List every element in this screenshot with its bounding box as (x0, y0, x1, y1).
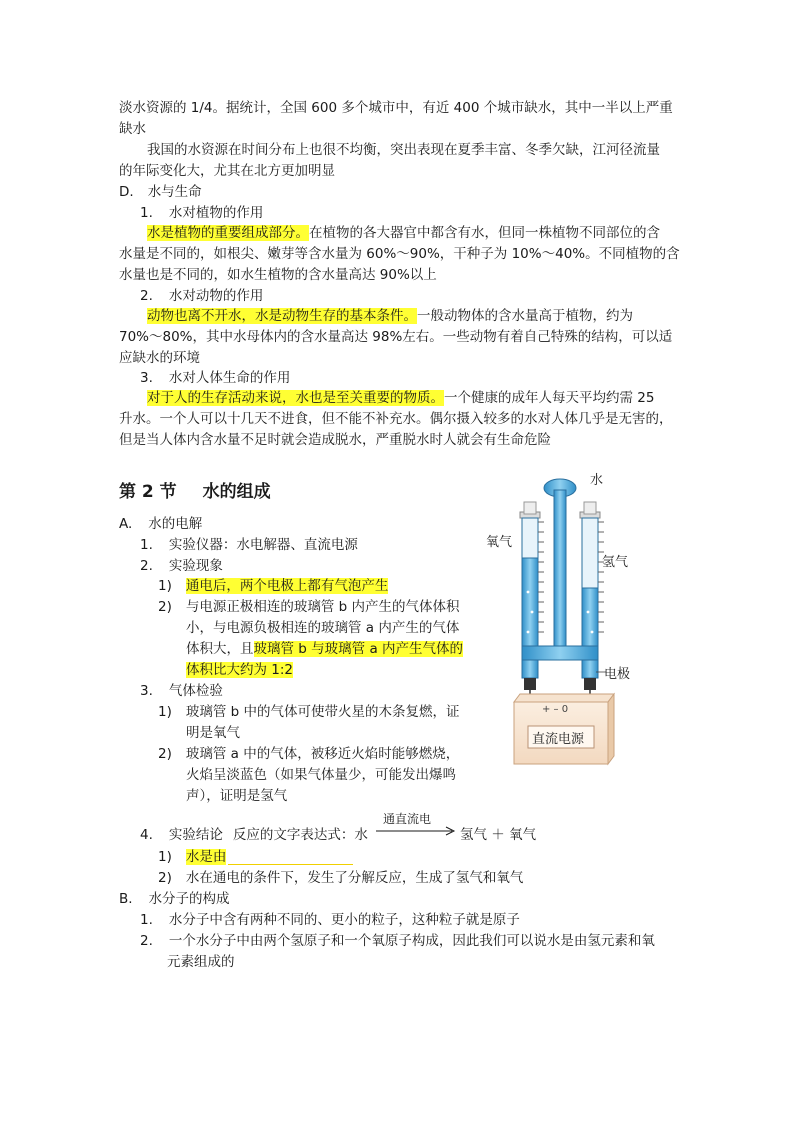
b2-line2: 元素组成的 (167, 954, 235, 970)
d2-title: 水对动物的作用 (168, 288, 264, 304)
a2-s1 (158, 576, 388, 596)
a3-s2-line2: 火焰呈淡蓝色（如果气体量少，可能发出爆鸣 (186, 767, 456, 783)
a2-s2-line3 (186, 639, 463, 659)
a4-s1-num: 1) (158, 849, 172, 865)
a4-s2-num: 2) (158, 870, 172, 886)
label-power: 直流电源 (532, 732, 585, 747)
a4-num: 4. (140, 827, 153, 843)
d1-num: 1. (140, 205, 153, 221)
label-water: 水 (590, 473, 604, 488)
a2-s2-text4: 体积比大约为 1:2 (186, 662, 294, 678)
a1-line (140, 535, 358, 555)
equation-label: 反应的文字表达式： (232, 827, 355, 843)
equation-right: 氢气 ＋ 氧气 (460, 827, 537, 843)
label-electrode: 电极 (604, 667, 631, 682)
a3-s2-line1 (158, 744, 459, 764)
d1-heading (140, 203, 263, 223)
a2-s1-num: 1) (158, 578, 172, 594)
b2-text1: 一个水分子中由两个氢原子和一个氧原子构成，因此我们可以说水是由氢元素和氧 (168, 933, 655, 949)
a3-s1-line1 (158, 702, 460, 722)
d1-text1: 在植物的各大器官中都含有水，但同一株植物不同部位的含 (309, 225, 660, 241)
a2-text: 实验现象 (168, 558, 223, 574)
d3-line2: 升水。一个人可以十几天不进食，但不能不补充水。偶尔摄入较多的水对人体几乎是无害的， (119, 411, 673, 427)
connector-tube (522, 646, 598, 660)
sec-a-title: 水的电解 (148, 516, 203, 532)
a3-s2-text1: 玻璃管 a 中的气体，被移近火焰时能够燃烧， (185, 746, 460, 762)
a3-num: 3. (140, 683, 153, 699)
a4-s2 (158, 868, 523, 888)
a3-line (140, 681, 223, 701)
sec-b-label: B. (119, 891, 133, 907)
d1-line2: 水量是不同的，如根尖、嫩芽等含水量为 60%～90%，干种子为 10%～40%。不同植物的含 (119, 246, 680, 262)
a1-num: 1. (140, 537, 153, 553)
a4-s2-text: 水在通电的条件下，发生了分解反应，生成了氢气和氧气 (185, 870, 524, 886)
b1-text: 水分子中含有两种不同的、更小的粒子，这种粒子就是原子 (168, 912, 520, 928)
a1-text: 实验仪器：水电解器、直流电源 (168, 537, 358, 553)
section-heading (119, 480, 271, 504)
label-oxygen: 氧气 (486, 535, 513, 550)
d3-title: 水对人体生命的作用 (168, 370, 291, 386)
d2-text1: 一般动物体的含水量高于植物，约为 (417, 308, 633, 324)
d2-line1 (147, 306, 633, 326)
p2-line2: 的年际变化大，尤其在北方更加明显 (119, 163, 335, 179)
a3-text: 气体检验 (168, 683, 223, 699)
a3-s1-line2: 明是氧气 (186, 725, 240, 741)
d1-line1 (147, 223, 660, 243)
d3-highlight: 对于人的生存活动来说，水也是至关重要的物质。 (147, 390, 444, 406)
a2-num: 2. (140, 558, 153, 574)
a2-s2-text3b: 玻璃管 b 与玻璃管 a 内产生气体的 (253, 641, 464, 657)
b2-line1 (140, 931, 655, 951)
b1-line (140, 910, 520, 930)
d1-line3: 水量也是不同的，如水生植物的含水量高达 90%以上 (119, 267, 437, 283)
d3-line1 (147, 388, 654, 408)
a2-s2-num: 2) (158, 599, 172, 615)
a2-s2-text1: 与电源正极相连的玻璃管 b 内产生的气体体积 (185, 599, 460, 615)
d3-line3: 但是当人体内含水量不足时就会造成脱水，严重脱水时人就会有生命危险 (119, 432, 551, 448)
p1-line1: 淡水资源的 1/4。据统计，全国 600 多个城市中，有近 400 个城市缺水，其中一半以上严重 (119, 100, 673, 116)
a2-line (140, 556, 223, 576)
section-number: 第 2 节 (119, 482, 177, 502)
equation-condition: 通直流电 (383, 812, 432, 826)
d2-heading (140, 286, 263, 306)
b1-num: 1. (140, 912, 153, 928)
sec-b-heading (119, 889, 230, 909)
d2-line3: 应缺水的环境 (119, 350, 200, 366)
d2-line2: 70%～80%，其中水母体内的含水量高达 98%左右。一些动物有着自己特殊的结构，可以适 (119, 329, 673, 345)
a4-s1 (158, 847, 226, 867)
d3-heading (140, 368, 290, 388)
d2-highlight: 动物也离不开水，水是动物生存的基本条件。 (147, 308, 417, 324)
a2-s2-line2: 小，与电源负极相连的玻璃管 a 内产生的气体 (186, 620, 460, 636)
sec-a-heading (119, 514, 202, 534)
equation-left: 水 (354, 827, 368, 843)
a3-s1-num: 1) (158, 704, 172, 720)
a2-s2-line1 (158, 597, 460, 617)
d2-num: 2. (140, 288, 153, 304)
b2-num: 2. (140, 933, 153, 949)
sec-d-label: D. (119, 184, 134, 200)
a3-s2-num: 2) (158, 746, 172, 762)
p1-line2: 缺水 (119, 121, 146, 137)
a2-s2-text3a: 体积大，且 (186, 641, 254, 657)
label-terminals: + – 0 (542, 704, 569, 715)
sec-a-label: A. (119, 516, 133, 532)
funnel (544, 479, 576, 660)
electrode-right (584, 678, 596, 690)
equation-arrow (376, 826, 456, 836)
a4-text: 实验结论 (168, 827, 223, 843)
d3-text1: 一个健康的成年人每天平均约需 25 (444, 390, 655, 406)
sec-d-heading (119, 182, 202, 202)
label-hydrogen: 氢气 (602, 555, 629, 570)
fill-blank-line (228, 864, 353, 865)
electrode-left (524, 678, 536, 690)
a3-s2-line3: 声），证明是氢气 (186, 788, 288, 804)
electrolysis-apparatus-figure (478, 462, 678, 788)
a2-s2-line4 (186, 660, 293, 680)
a3-s1-text1: 玻璃管 b 中的气体可使带火星的木条复燃，证 (185, 704, 460, 720)
p2-line1: 我国的水资源在时间分布上也很不均衡，突出表现在夏季丰富、冬季欠缺，江河径流量 (147, 142, 660, 158)
sec-b-title: 水分子的构成 (148, 891, 230, 907)
d1-title: 水对植物的作用 (168, 205, 264, 221)
section-title: 水的组成 (202, 482, 271, 502)
a2-s1-text: 通电后，两个电极上都有气泡产生 (185, 578, 389, 594)
d3-num: 3. (140, 370, 153, 386)
sec-d-title: 水与生命 (147, 184, 202, 200)
a4-s1-text: 水是由 (185, 849, 227, 865)
d1-highlight: 水是植物的重要组成部分。 (147, 225, 309, 241)
a4-line (140, 825, 368, 845)
